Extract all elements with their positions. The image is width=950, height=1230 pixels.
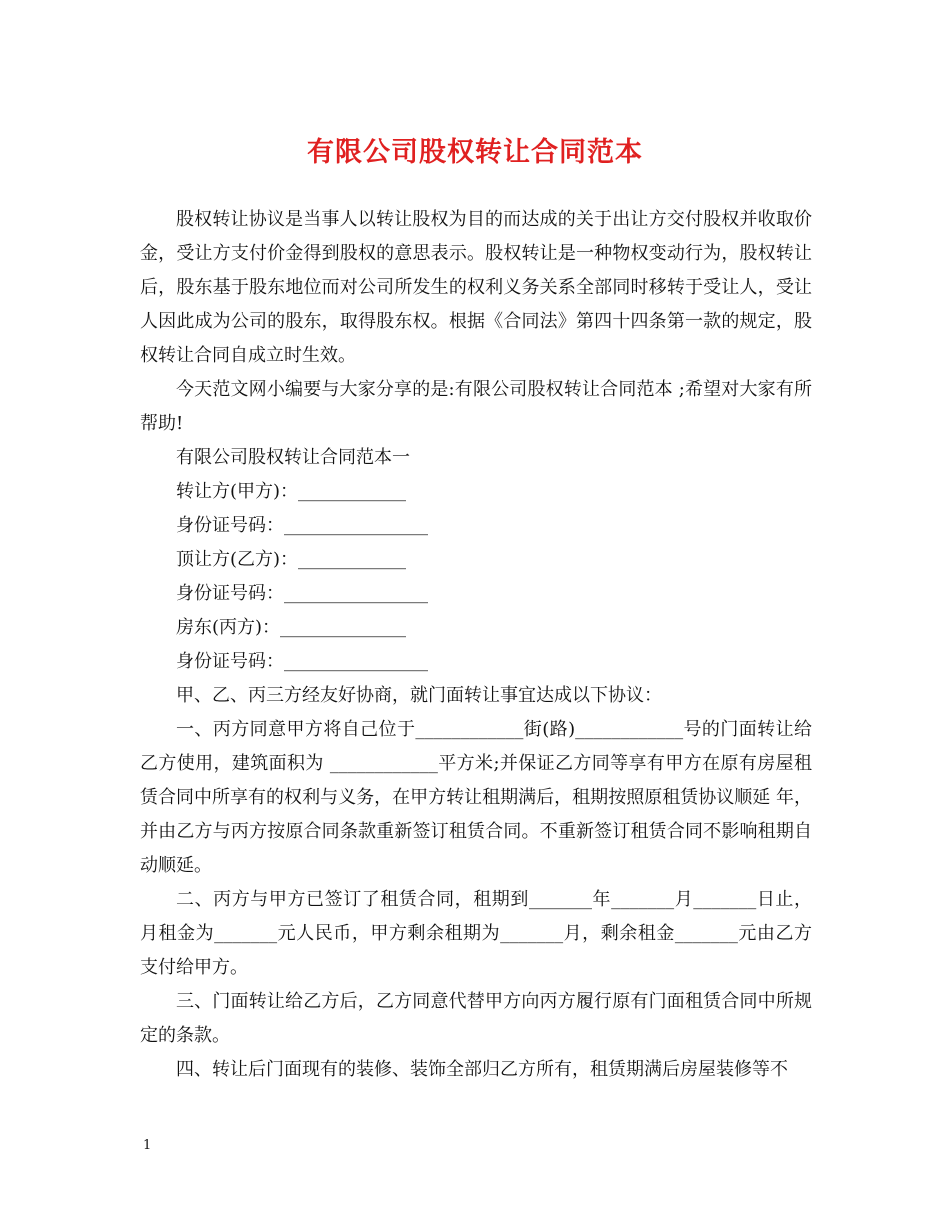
party-b-id-line: 身份证号码：________________	[176, 583, 428, 604]
party-c-id-line: 身份证号码：________________	[176, 651, 428, 672]
page-number: 1	[143, 1138, 152, 1153]
clause-3-paragraph: 三、门面转让给乙方后，乙方同意代替甲方向丙方履行原有门面租赁合同中所规定的条款。	[140, 991, 812, 1046]
party-a-id-line: 身份证号码：________________	[176, 515, 428, 536]
party-a-line: 转让方(甲方)：____________	[176, 481, 407, 502]
sample-heading: 有限公司股权转让合同范本一	[176, 447, 410, 468]
clause-1-paragraph: 一、丙方同意甲方将自己位于____________街(路)____________号的门面转让给乙方使用，建筑面积为 ____________平方米;并保证乙方同等享有甲方在原有房屋租赁合同中所享有的权利与义务，在甲方转让租期满后，租期按照原租赁协议顺延 年，并由乙方与丙方按原合同条款重新签订租赁合同。不重新签订租赁合同不影响租期自动顺延。	[140, 719, 812, 876]
document-title: 有限公司股权转让合同范本	[307, 137, 643, 168]
intro-paragraph: 股权转让协议是当事人以转让股权为目的而达成的关于出让方交付股权并收取价金，受让方支付价金得到股权的意思表示。股权转让是一种物权变动行为，股权转让后，股东基于股东地位而对公司所发生的权利义务关系全部同时移转于受让人，受让人因此成为公司的股东，取得股东权。根据《合同法》第四十四条第一款的规定，股权转让合同自成立时生效。	[140, 209, 812, 366]
share-note-paragraph: 今天范文网小编要与大家分享的是:有限公司股权转让合同范本 ;希望对大家有所帮助!	[140, 379, 812, 434]
document-body	[140, 203, 812, 1087]
party-b-line: 顶让方(乙方)：____________	[176, 549, 407, 570]
clause-2-paragraph: 二、丙方与甲方已签订了租赁合同，租期到_______年_______月_______日止，月租金为_______元人民币，甲方剩余租期为_______月，剩余租金_______元由乙方支付给甲方。	[140, 889, 812, 978]
party-c-line: 房东(丙方)：______________	[176, 617, 407, 638]
clause-4-paragraph: 四、转让后门面现有的装修、装饰全部归乙方所有，租赁期满后房屋装修等不	[176, 1059, 788, 1080]
agreement-lead-paragraph: 甲、乙、丙三方经友好协商，就门面转让事宜达成以下协议：	[176, 685, 662, 706]
